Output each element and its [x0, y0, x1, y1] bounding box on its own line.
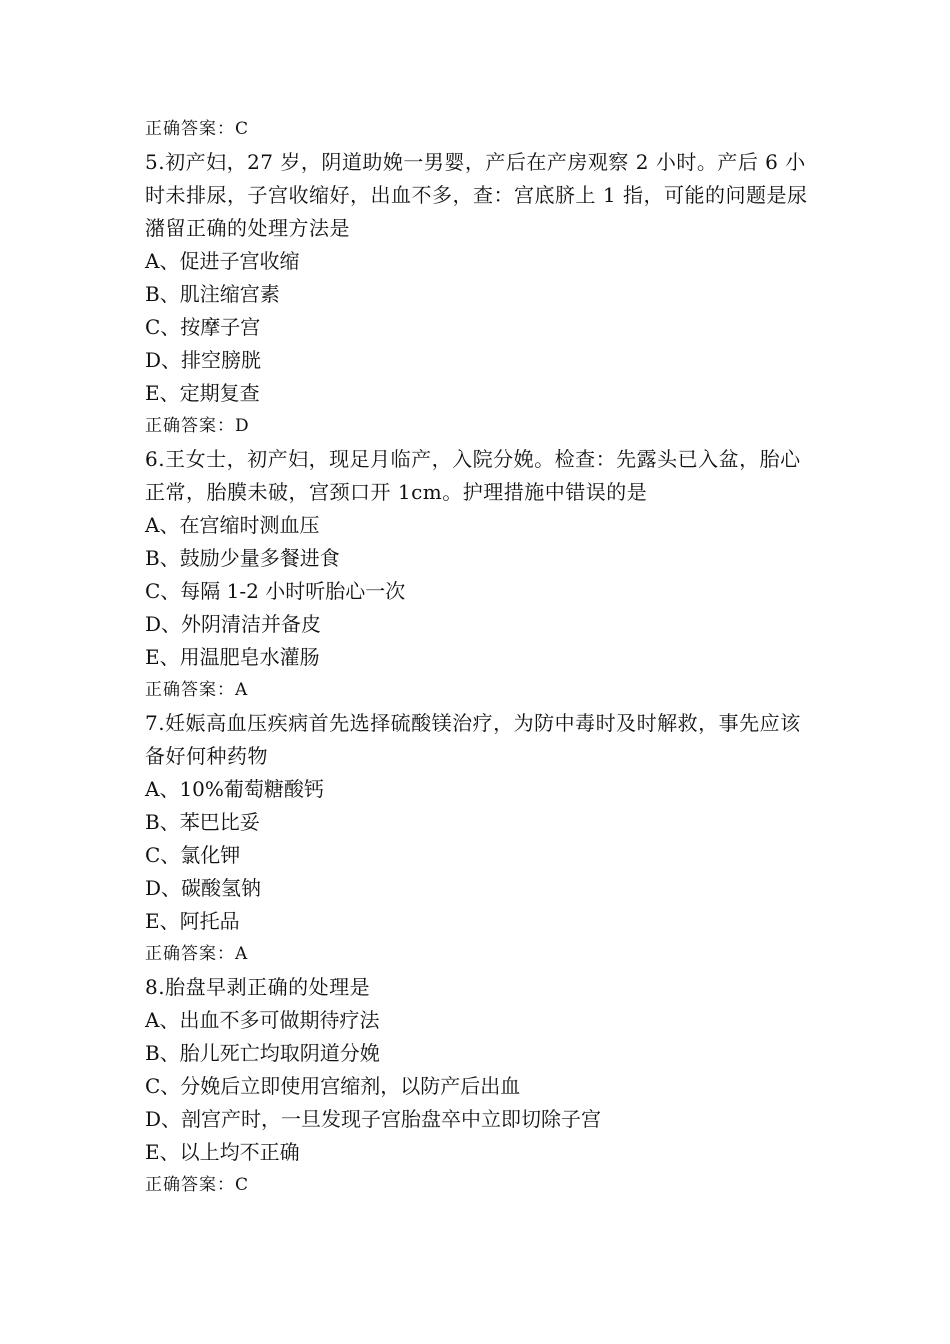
- question-text: 7.妊娠高血压疾病首先选择硫酸镁治疗，为防中毒时及时解救，事先应该备好何种药物: [145, 711, 801, 768]
- correct-answer: 正确答案：C: [145, 119, 250, 139]
- question-text: 6.王女士，初产妇，现足月临产，入院分娩。检查：先露头已入盆，胎心 正常，胎膜未破，宫颈口开 1cm。护理措施中错误的是: [145, 447, 801, 504]
- answer-option: C、每隔 1-2 小时听胎心一次: [145, 579, 406, 603]
- answer-option: B、苯巴比妥: [145, 810, 260, 834]
- correct-answer: 正确答案：A: [145, 680, 249, 700]
- answer-option: C、分娩后立即使用宫缩剂，以防产后出血: [145, 1074, 521, 1098]
- answer-option: A、促进子宫收缩: [145, 249, 300, 273]
- answer-option: A、10%葡萄糖酸钙: [145, 777, 324, 801]
- answer-option: E、用温肥皂水灌肠: [145, 645, 320, 669]
- answer-option: C、氯化钾: [145, 843, 241, 867]
- answer-option: A、在宫缩时测血压: [145, 513, 320, 537]
- quiz-content: [145, 113, 815, 1202]
- answer-option: E、定期复查: [145, 381, 260, 405]
- question-text: 5.初产妇，27 岁，阴道助娩一男婴，产后在产房观察 2 小时。产后 6 小时未排尿，子宫收缩好，出血不多，查：宫底脐上 1 指，可能的问题是尿潴留正确的处理方法是: [145, 150, 808, 240]
- answer-option: C、按摩子宫: [145, 315, 261, 339]
- answer-option: E、阿托品: [145, 909, 240, 933]
- answer-option: B、胎儿死亡均取阴道分娩: [145, 1041, 380, 1065]
- answer-option: B、鼓励少量多餐进食: [145, 546, 340, 570]
- question-text: 8.胎盘早剥正确的处理是: [145, 975, 371, 999]
- correct-answer: 正确答案：A: [145, 944, 249, 964]
- answer-option: D、剖宫产时，一旦发现子宫胎盘卒中立即切除子宫: [145, 1107, 602, 1131]
- answer-option: A、出血不多可做期待疗法: [145, 1008, 380, 1032]
- answer-option: E、以上均不正确: [145, 1140, 300, 1164]
- correct-answer: 正确答案：D: [145, 416, 250, 436]
- answer-option: D、碳酸氢钠: [145, 876, 262, 900]
- correct-answer: 正确答案：C: [145, 1175, 250, 1195]
- answer-option: D、排空膀胱: [145, 348, 262, 372]
- answer-option: D、外阴清洁并备皮: [145, 612, 322, 636]
- answer-option: B、肌注缩宫素: [145, 282, 280, 306]
